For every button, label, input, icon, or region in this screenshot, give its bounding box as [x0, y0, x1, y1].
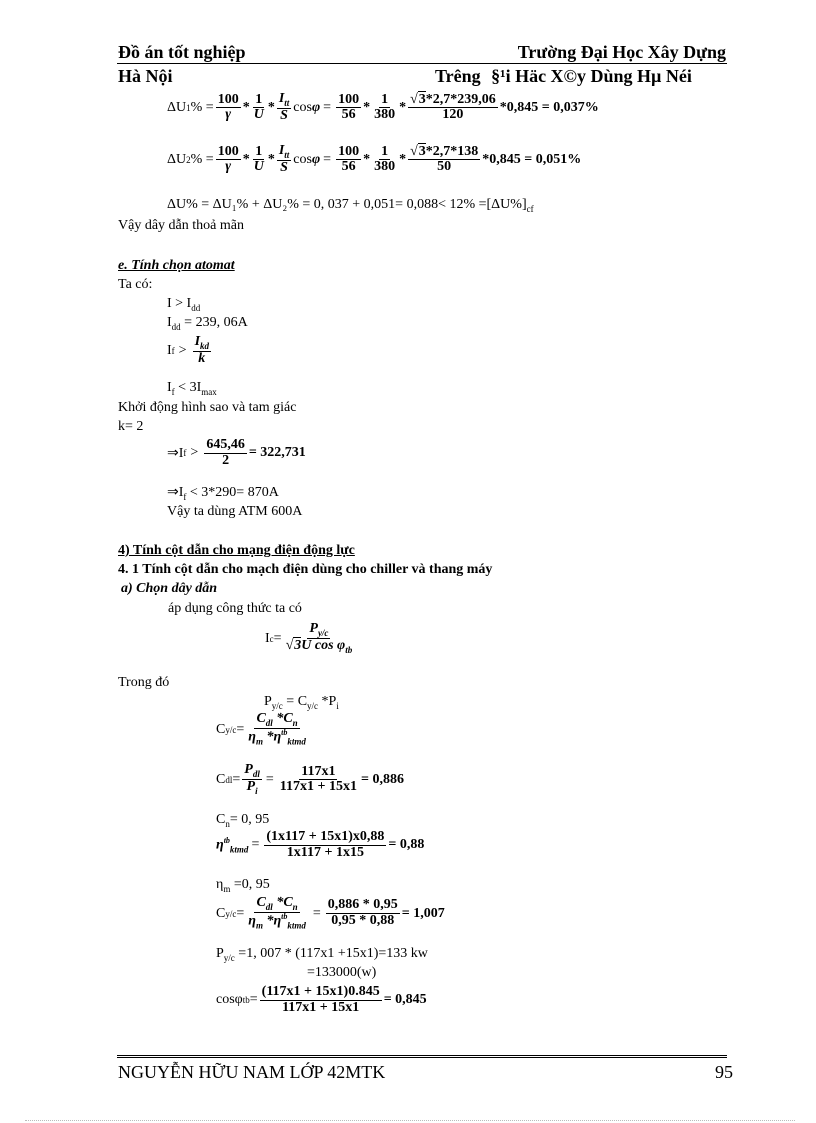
cyc2-num-a: C	[256, 895, 266, 910]
cyc-num-mid: *C	[272, 711, 293, 726]
cdl-result: = 0,886	[360, 771, 404, 787]
du1-phi: φ	[311, 99, 321, 115]
pyc2-sub: y/c	[223, 952, 235, 963]
du1-eq: =	[323, 99, 332, 115]
eta-lhs: η	[216, 837, 224, 853]
cn-line	[216, 812, 269, 829]
cyc2-den2: 0,95 * 0,88	[331, 913, 395, 929]
cond-3-num-sub: kd	[200, 340, 210, 351]
du2-cos: cos	[293, 151, 312, 167]
formula-du1: ΔU 1 % = $\frac{100}{\gamma}$ * $\frac{1}{U}$ * $I_{tt}$ S cos φ = $\frac{100}{56}$ * $\frac{1}{380}$ * √3*2,7*239,06 120 *0,845 = 0,037%	[167, 91, 599, 124]
cond-3-a: I	[167, 342, 172, 358]
cos-num: (117x1 + 15x1)0.845	[261, 984, 380, 999]
cond-3-num: I	[194, 334, 201, 349]
du2-f2-num: 1	[255, 143, 263, 159]
du1-f3-den: S	[280, 108, 288, 124]
sum-sub: cf	[526, 203, 534, 214]
du1-f6-num: *2,7*239,06	[425, 91, 496, 107]
result-1	[167, 438, 306, 468]
cond-3	[167, 335, 213, 367]
cond-1-sub: dd	[191, 302, 201, 313]
du2-eq: =	[323, 151, 332, 167]
eta-sub: ktmd	[229, 844, 249, 855]
cyc2-result: = 1,007	[401, 905, 445, 921]
cn-a: C	[216, 812, 226, 827]
cyc2-den-mid: *η	[262, 913, 282, 929]
cond-3-den: k	[198, 351, 206, 367]
pyc-c: *P	[318, 694, 337, 709]
ap-dung: áp dụng công thức ta có	[168, 601, 302, 616]
cond-2-a: I	[167, 315, 172, 330]
cos-result: = 0,845	[383, 992, 427, 1008]
section-a-title: a) Chọn dây dẫn	[121, 581, 218, 596]
etam-a: η	[216, 877, 224, 892]
cdl-den: P	[246, 779, 256, 795]
cyc-num-a: C	[256, 711, 266, 726]
du1-f1-num: 100	[217, 91, 239, 107]
vay-atm: Vậy ta dùng ATM 600A	[167, 504, 303, 519]
du2-f5-den: 380	[374, 159, 396, 175]
du2-result: *0,845 = 0,051%	[482, 151, 582, 167]
du2-f6-den: 50	[437, 159, 452, 175]
result-2-sub: f	[183, 491, 187, 502]
cond-3-sub: f	[171, 345, 175, 356]
cond-4	[167, 380, 217, 397]
star: *	[363, 151, 371, 167]
section-4-title: 4) Tính cột dẫn cho mạng điện động lực	[118, 543, 355, 558]
conclusion-1: Vậy dây dẫn thoả mãn	[118, 218, 244, 233]
cyc-den-a: η	[248, 729, 256, 745]
cyc2-num2: 0,886 * 0,95	[327, 897, 398, 913]
ic-eq: =	[273, 630, 282, 646]
cyc-den-sup: tb	[281, 728, 288, 738]
cond-4-sub: f	[171, 386, 175, 397]
cyc-sub: y/c	[225, 724, 237, 735]
cyc2-den-a: η	[248, 913, 256, 929]
header-right-2	[435, 66, 692, 87]
cyc2-sub: y/c	[225, 908, 237, 919]
trong-do: Trong đó	[118, 675, 170, 690]
eta-num: (1x117 + 15x1)x0,88	[266, 829, 385, 844]
star: *	[267, 151, 275, 167]
result-1-value: = 322,731	[248, 445, 306, 461]
du2-f3-den: S	[280, 160, 288, 176]
cdl-eq2: =	[265, 771, 274, 787]
result-2-arrow: ⇒I	[167, 485, 184, 500]
khoi-dong: Khởi động hình sao và tam giác	[118, 400, 297, 415]
du1-f4-num: 100	[338, 91, 360, 107]
du2-f3-sub: tt	[284, 149, 290, 160]
cos-eq: =	[249, 992, 258, 1008]
cyc-den-sub2: ktmd	[287, 736, 306, 747]
cyc2-num-sub2: n	[292, 901, 298, 912]
cyc-num-sub1: dl	[265, 717, 273, 728]
pyc2-line	[216, 946, 428, 963]
du2-f3-num: I	[278, 143, 285, 158]
star: *	[267, 99, 275, 115]
ic-num-sub: y/c	[317, 627, 329, 638]
pyc2-line2: =133000(w)	[307, 965, 377, 980]
ic-lhs: I	[265, 630, 270, 646]
etam-line	[216, 877, 270, 894]
eta-sup: tb	[223, 835, 230, 845]
cond-4-a: I	[167, 380, 172, 395]
cyc2-den-sub1: m	[255, 920, 263, 931]
du2-f2-den: U	[253, 159, 264, 175]
ic-sub: c	[269, 633, 274, 644]
cos-sub: tb	[242, 995, 250, 1006]
section-4-1-title: 4. 1 Tính cột dẫn cho mạch điện dùng cho chiller và thang máy	[118, 562, 493, 577]
cn-b: = 0, 95	[229, 812, 270, 827]
du1-pct: % =	[190, 99, 214, 115]
cond-1	[167, 296, 200, 313]
du2-sub: 2	[186, 154, 191, 165]
eta-den: 1x117 + 1x15	[286, 844, 364, 860]
star: *	[399, 99, 407, 115]
result-1-num: 645,46	[206, 437, 245, 452]
footer-rule	[117, 1055, 727, 1061]
cdl-den2: 117x1 + 15x1	[279, 779, 357, 795]
pyc2-b: =1, 007 * (117x1 +15x1)=133 kw	[234, 946, 428, 961]
star: *	[242, 151, 250, 167]
du1-f6-den: 120	[442, 107, 464, 123]
cyc-lhs: C	[216, 721, 226, 737]
cdl-num: P	[244, 762, 253, 777]
du2-f4-den: 56	[341, 159, 356, 175]
star: *	[242, 99, 250, 115]
du1-lhs: ΔU	[167, 99, 187, 115]
cond-2-sub: dd	[171, 321, 181, 332]
pyc-a: P	[264, 694, 272, 709]
du1-result: *0,845 = 0,037%	[499, 99, 599, 115]
cn-sub: n	[225, 818, 230, 829]
cyc-eq: =	[236, 721, 245, 737]
header-left-2: Hà Nội	[118, 66, 173, 86]
page-number: 95	[715, 1062, 733, 1082]
star: *	[363, 99, 371, 115]
du2-f1-den: γ	[225, 159, 232, 175]
du1-f2-num: 1	[255, 91, 263, 107]
ic-den: U cos φ	[301, 638, 346, 654]
page-edge	[25, 1120, 795, 1121]
sum-line	[167, 197, 534, 214]
header-right-2a: Trêng	[435, 66, 481, 86]
du2-f1-num: 100	[217, 143, 239, 159]
cond-4-sub2: max	[201, 386, 217, 397]
cdl-sub: dl	[225, 774, 233, 785]
cond-2	[167, 315, 248, 332]
du1-f4-den: 56	[341, 107, 356, 123]
formula-du2: ΔU 2 % = $\frac{100}{\gamma}$ * $\frac{1}{U}$ * $I_{tt}$ S cos φ = $\frac{100}{56}$ * $\frac{1}{380}$ * √3*2,7*138 50 *0,845 = 0,051%	[167, 143, 582, 176]
ta-co: Ta có:	[118, 277, 153, 292]
du2-phi: φ	[311, 151, 321, 167]
cyc2-den-sup: tb	[281, 912, 288, 922]
formula-cdl	[216, 763, 404, 796]
formula-cos	[216, 985, 427, 1015]
du2-f5-num: 1	[381, 143, 389, 159]
result-2	[167, 484, 279, 502]
du1-f3-num: I	[278, 91, 285, 106]
cyc2-eq2: =	[312, 905, 321, 921]
du2-f6-num: *2,7*138	[425, 143, 479, 159]
du2-pct: % =	[190, 151, 214, 167]
du1-sqrt3: 3	[418, 91, 426, 107]
cyc2-den-sub2: ktmd	[287, 920, 306, 931]
eta-eq: =	[251, 837, 260, 853]
cdl-den-sub: i	[255, 786, 258, 797]
header-rule	[117, 63, 727, 64]
cos-den: 117x1 + 15x1	[282, 999, 360, 1015]
ic-num: P	[309, 621, 318, 636]
du2-f4-num: 100	[338, 143, 360, 159]
formula-eta	[216, 830, 424, 860]
cond-2-b: = 239, 06A	[180, 315, 248, 330]
cos-lhs: cosφ	[216, 992, 243, 1008]
du1-f5-num: 1	[381, 91, 389, 107]
ic-den-sub: tb	[345, 645, 353, 656]
du2-sqrt3: 3	[418, 143, 426, 159]
pyc-sub: y/c	[271, 700, 283, 711]
header-right: Trường Đại Học Xây Dựng	[517, 42, 726, 62]
du1-cos: cos	[293, 99, 312, 115]
k-value: k= 2	[118, 419, 144, 434]
cdl-num-sub: dl	[252, 768, 260, 779]
result-1-den: 2	[222, 452, 230, 468]
du1-f5-den: 380	[374, 107, 396, 123]
du1-f2-den: U	[253, 107, 264, 123]
cyc2-eq: =	[236, 905, 245, 921]
pyc2-a: P	[216, 946, 224, 961]
eta-result: = 0,88	[388, 837, 425, 853]
star: *	[399, 151, 407, 167]
cyc-den-mid: *η	[262, 729, 282, 745]
cyc2-lhs: C	[216, 905, 226, 921]
cond-1-text: I > I	[167, 296, 192, 311]
etam-sub: m	[223, 883, 231, 894]
du1-sub: 1	[186, 102, 191, 113]
formula-cyc	[216, 712, 310, 747]
cdl-num2: 117x1	[301, 763, 336, 779]
section-e-title: e. Tính chọn atomat	[118, 258, 235, 273]
du1-f1-den: γ	[225, 107, 232, 123]
header-left: Đồ án tốt nghiệp	[118, 42, 246, 62]
ic-den-sqrt: 3	[294, 638, 302, 654]
result-1-sub: f	[183, 448, 187, 459]
result-1-arrow: ⇒I	[167, 445, 184, 461]
pyc-def	[264, 694, 339, 711]
du1-f3-sub: tt	[284, 97, 290, 108]
result-1-gt: >	[190, 445, 199, 461]
pyc-b: = C	[282, 694, 308, 709]
cyc-den-sub1: m	[255, 736, 263, 747]
pyc-sub2: y/c	[307, 700, 319, 711]
cdl-lhs: C	[216, 771, 226, 787]
formula-cyc2	[216, 896, 445, 931]
result-2-rest: < 3*290= 870A	[186, 485, 279, 500]
pyc-sub3: i	[336, 700, 339, 711]
etam-b: =0, 95	[230, 877, 270, 892]
cond-4-b: < 3I	[174, 380, 202, 395]
cdl-eq: =	[232, 771, 241, 787]
cond-3-gt: >	[178, 342, 187, 358]
du2-lhs: ΔU	[167, 151, 187, 167]
header-right-2b: §¹i Häc X©y Dùng Hµ Néi	[491, 66, 692, 86]
sum-text: ΔU% = ΔU₁% + ΔU₂% = 0, 037 + 0,051= 0,088< 12% =[ΔU%]	[167, 197, 527, 212]
cyc-num-sub2: n	[292, 717, 298, 728]
cyc2-num-mid: *C	[272, 895, 293, 910]
formula-ic: I c = $P_{y/c}$ √3U $\cos \varphi_{tb}$	[265, 621, 353, 656]
footer-name: NGUYỄN HỮU NAM LỚP 42MTK	[118, 1062, 386, 1082]
cyc2-num-sub1: dl	[265, 901, 273, 912]
